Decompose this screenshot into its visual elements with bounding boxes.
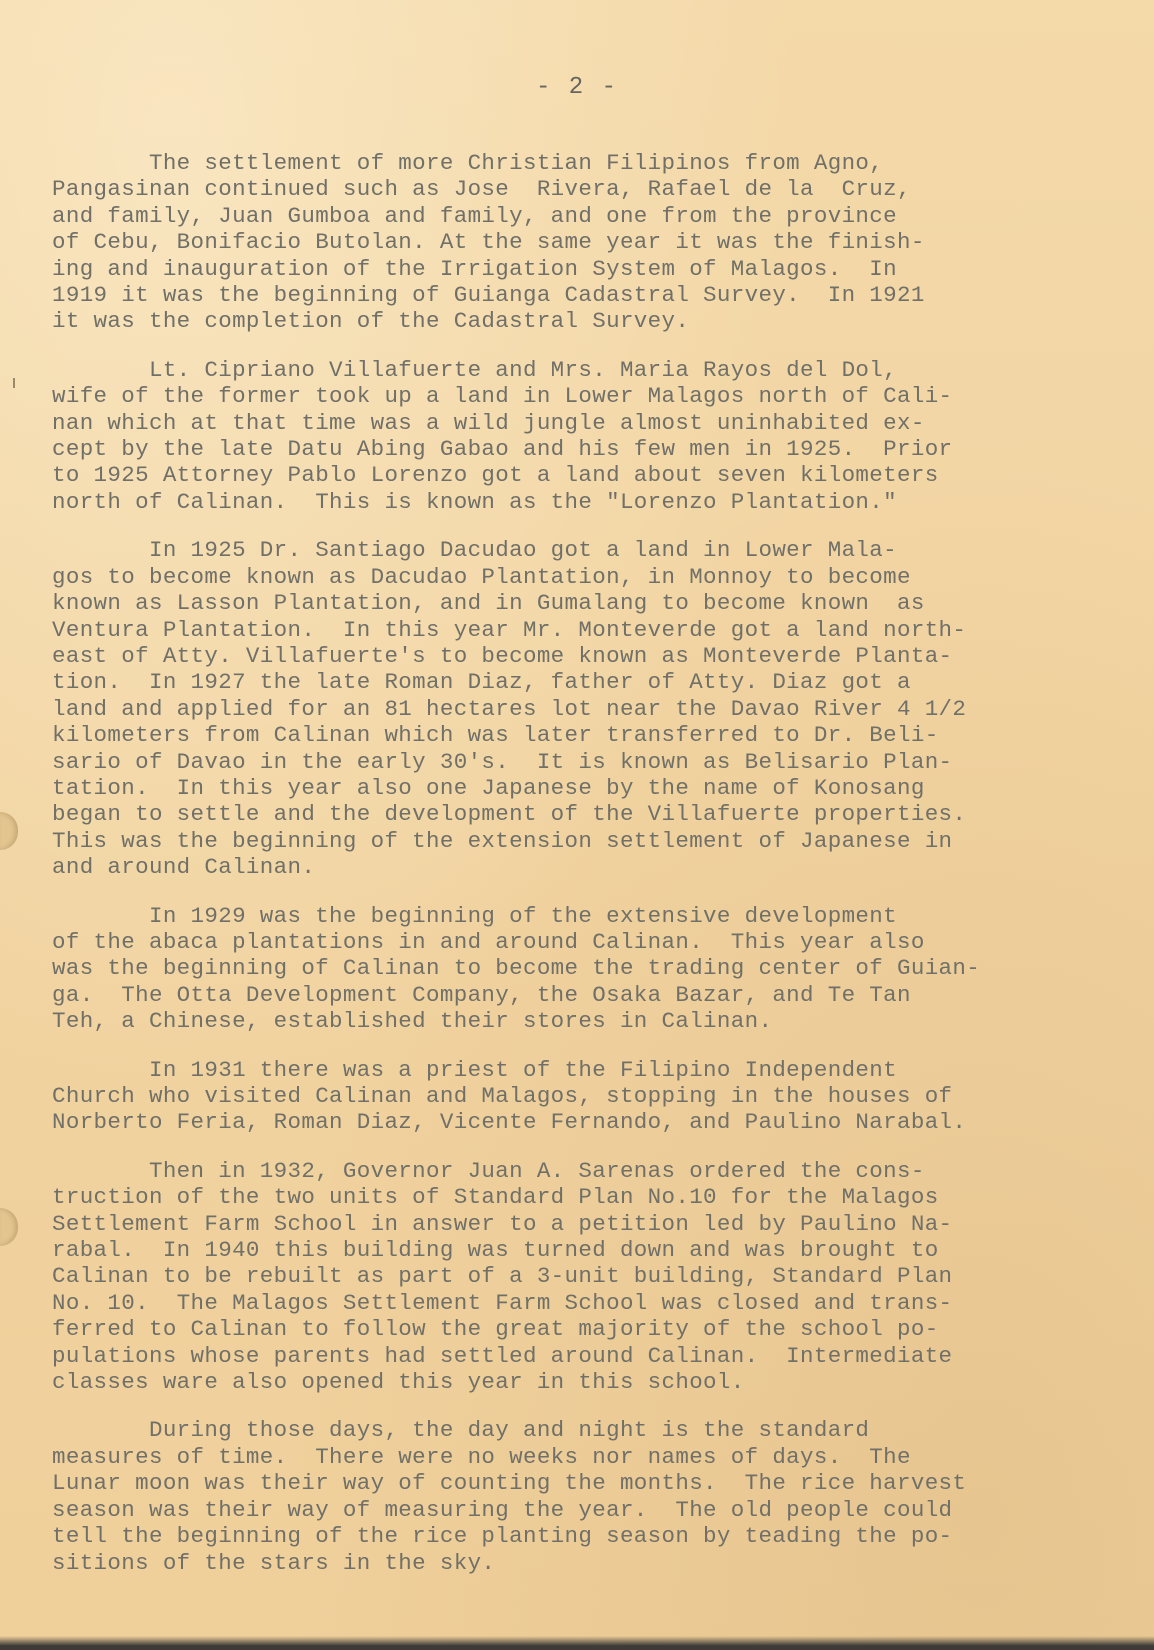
text-line: gos to become known as Dacudao Plantation, in Monnoy to become — [52, 563, 911, 590]
text-line: cept by the late Datu Abing Gabao and his few men in 1925. Prior — [52, 436, 953, 463]
text-line: In 1929 was the beginning of the extensive development — [52, 902, 897, 929]
text-line: The settlement of more Christian Filipinos from Agno, — [52, 150, 884, 176]
text-line: In 1931 there was a priest of the Filipino Independent — [52, 1056, 897, 1083]
paragraph-4 — [52, 903, 1112, 1035]
text-line: season was their way of measuring the year. The old people could — [52, 1496, 953, 1523]
page-number: - 2 - — [535, 74, 618, 101]
scan-bottom-edge — [0, 1636, 1154, 1650]
text-line: This was the beginning of the extension settlement of Japanese in — [52, 827, 953, 854]
paragraph-2 — [52, 357, 1112, 515]
text-line: known as Lasson Plantation, and in Gumalang to become known as — [52, 590, 925, 617]
text-line: Pangasinan continued such as Jose Rivera, Rafael de la Cruz, — [52, 176, 911, 203]
text-line: north of Calinan. This is known as the "Lorenzo Plantation." — [52, 488, 897, 515]
text-line: Ventura Plantation. In this year Mr. Monteverde got a land north- — [52, 616, 967, 643]
text-line: ferred to Calinan to follow the great majority of the school po- — [52, 1316, 939, 1343]
text-line: measures of time. There were no weeks nor names of days. The — [52, 1443, 911, 1470]
text-line: it was the completion of the Cadastral Survey. — [52, 308, 690, 335]
text-line: tell the beginning of the rice planting season by teading the po- — [52, 1523, 953, 1550]
text-line: Lunar moon was their way of counting the months. The rice harvest — [52, 1470, 967, 1497]
text-line: east of Atty. Villafuerte's to become known as Monteverde Planta- — [52, 642, 953, 669]
text-line: truction of the two units of Standard Plan No.10 for the Malagos — [52, 1184, 939, 1211]
text-line: Settlement Farm School in answer to a petition led by Paulino Na- — [52, 1210, 953, 1237]
text-line: to 1925 Attorney Pablo Lorenzo got a land about seven kilometers — [52, 462, 939, 489]
text-line: Norberto Feria, Roman Diaz, Vicente Fernando, and Paulino Narabal. — [52, 1109, 967, 1136]
text-line: of Cebu, Bonifacio Butolan. At the same year it was the finish- — [52, 229, 925, 256]
text-line: rabal. In 1940 this building was turned down and was brought to — [52, 1237, 939, 1264]
text-line: of the abaca plantations in and around Calinan. This year also — [52, 928, 925, 955]
text-line: During those days, the day and night is the standard — [52, 1417, 870, 1444]
text-line: land and applied for an 81 hectares lot near the Davao River 4 1/2 — [52, 695, 967, 722]
text-line: Calinan to be rebuilt as part of a 3-unit building, Standard Plan — [52, 1263, 953, 1290]
text-line: was the beginning of Calinan to become the trading center of Guian- — [52, 955, 981, 982]
margin-mark — [13, 378, 15, 388]
text-line: classes ware also opened this year in this school. — [52, 1369, 745, 1396]
text-line: No. 10. The Malagos Settlement Farm School was closed and trans- — [52, 1289, 953, 1316]
text-line: kilometers from Calinan which was later transferred to Dr. Beli- — [52, 722, 939, 749]
text-line: sario of Davao in the early 30's. It is known as Belisario Plan- — [52, 748, 953, 775]
text-line: 1919 it was the beginning of Guianga Cadastral Survey. In 1921 — [52, 282, 925, 309]
punch-hole-lower — [0, 1208, 18, 1246]
text-line: Then in 1932, Governor Juan A. Sarenas ordered the cons- — [52, 1157, 925, 1184]
text-line: Lt. Cipriano Villafuerte and Mrs. Maria Rayos del Dol, — [52, 356, 897, 383]
text-line: tation. In this year also one Japanese by the name of Konosang — [52, 774, 925, 801]
typed-body-text — [52, 150, 1112, 1598]
text-line: ing and inauguration of the Irrigation System of Malagos. In — [52, 255, 897, 282]
paragraph-1 — [52, 150, 1112, 335]
text-line: In 1925 Dr. Santiago Dacudao got a land in Lower Mala- — [52, 537, 897, 564]
text-line: tion. In 1927 the late Roman Diaz, father of Atty. Diaz got a — [52, 669, 911, 696]
text-line: wife of the former took up a land in Lower Malagos north of Cali- — [52, 383, 953, 410]
paragraph-6 — [52, 1158, 1112, 1396]
text-line: nan which at that time was a wild jungle almost uninhabited ex- — [52, 409, 925, 436]
text-line: Church who visited Calinan and Malagos, stopping in the houses of — [52, 1083, 953, 1109]
text-line: sitions of the stars in the sky. — [52, 1549, 496, 1576]
text-line: Teh, a Chinese, established their stores in Calinan. — [52, 1008, 773, 1035]
text-line: ga. The Otta Development Company, the Osaka Bazar, and Te Tan — [52, 981, 911, 1008]
text-line: and around Calinan. — [52, 854, 316, 881]
paragraph-7 — [52, 1417, 1112, 1575]
text-line: pulations whose parents had settled around Calinan. Intermediate — [52, 1342, 953, 1369]
paragraph-5 — [52, 1057, 1112, 1136]
punch-hole-upper — [0, 812, 18, 850]
paragraph-3 — [52, 537, 1112, 880]
text-line: began to settle and the development of the Villafuerte properties. — [52, 801, 967, 828]
text-line: and family, Juan Gumboa and family, and one from the province — [52, 202, 897, 229]
